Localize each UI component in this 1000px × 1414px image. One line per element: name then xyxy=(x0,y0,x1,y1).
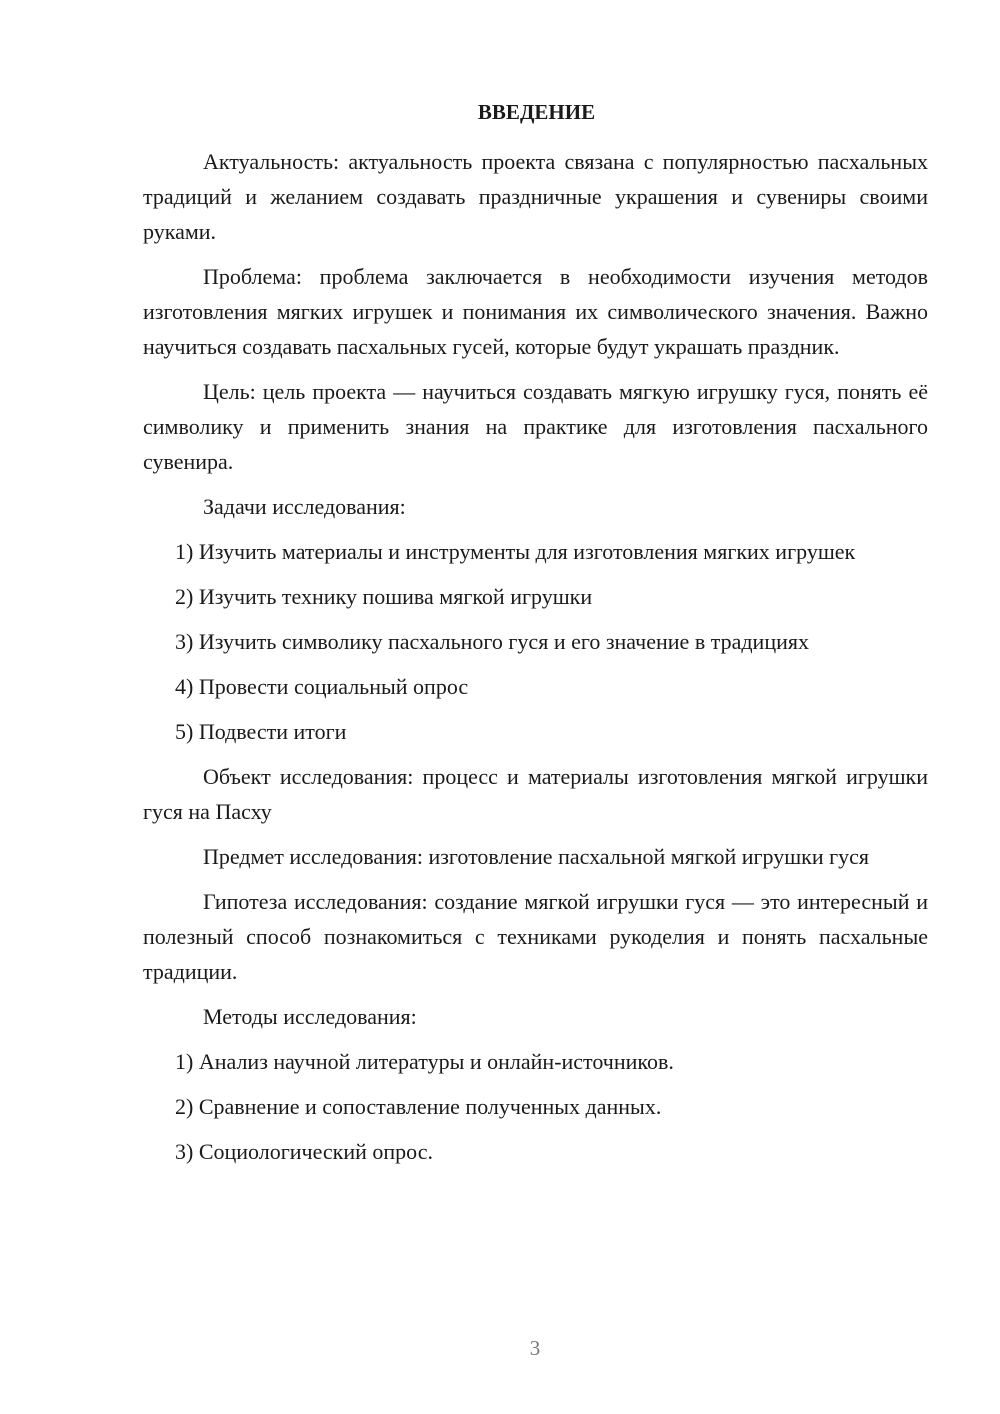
method-item: 2) Сравнение и сопоставление полученных данных. xyxy=(175,1094,662,1119)
page-title: ВВЕДЕНИЕ xyxy=(477,100,596,124)
page-number: 3 xyxy=(529,1336,541,1360)
task-item: 3) Изучить символику пасхального гуся и его значение в традициях xyxy=(175,629,809,654)
methods-heading: Методы исследования: xyxy=(203,1004,417,1029)
task-item: 5) Подвести итоги xyxy=(175,719,347,744)
relevance-paragraph: Актуальность: актуальность проекта связана с популярностью пасхальных традиций и желанием создавать праздничные украшения и сувениры своими руками. xyxy=(143,149,928,244)
problem-paragraph: Проблема: проблема заключается в необходимости изучения методов изготовления мягких игрушек и понимания их символического значения. Важно научиться создавать пасхальных гусей, которые будут украшать праздник. xyxy=(143,264,928,359)
goal-paragraph: Цель: цель проекта — научиться создавать мягкую игрушку гуся, понять её символику и применить знания на практике для изготовления пасхального сувенира. xyxy=(143,379,928,474)
tasks-heading: Задачи исследования: xyxy=(203,494,406,519)
method-item: 1) Анализ научной литературы и онлайн-источников. xyxy=(175,1049,674,1074)
task-item: 2) Изучить технику пошива мягкой игрушки xyxy=(175,584,593,609)
document-page xyxy=(143,95,928,1179)
object-paragraph: Объект исследования: процесс и материалы изготовления мягкой игрушки гуся на Пасху xyxy=(143,764,928,824)
task-item: 1) Изучить материалы и инструменты для изготовления мягких игрушек xyxy=(175,539,856,564)
subject-paragraph: Предмет исследования: изготовление пасхальной мягкой игрушки гуся xyxy=(203,844,870,869)
method-item: 3) Социологический опрос. xyxy=(175,1139,433,1164)
task-item: 4) Провести социальный опрос xyxy=(175,674,469,699)
hypothesis-paragraph: Гипотеза исследования: создание мягкой игрушки гуся — это интересный и полезный способ познакомиться с техниками рукоделия и понять пасхальные традиции. xyxy=(143,889,928,984)
